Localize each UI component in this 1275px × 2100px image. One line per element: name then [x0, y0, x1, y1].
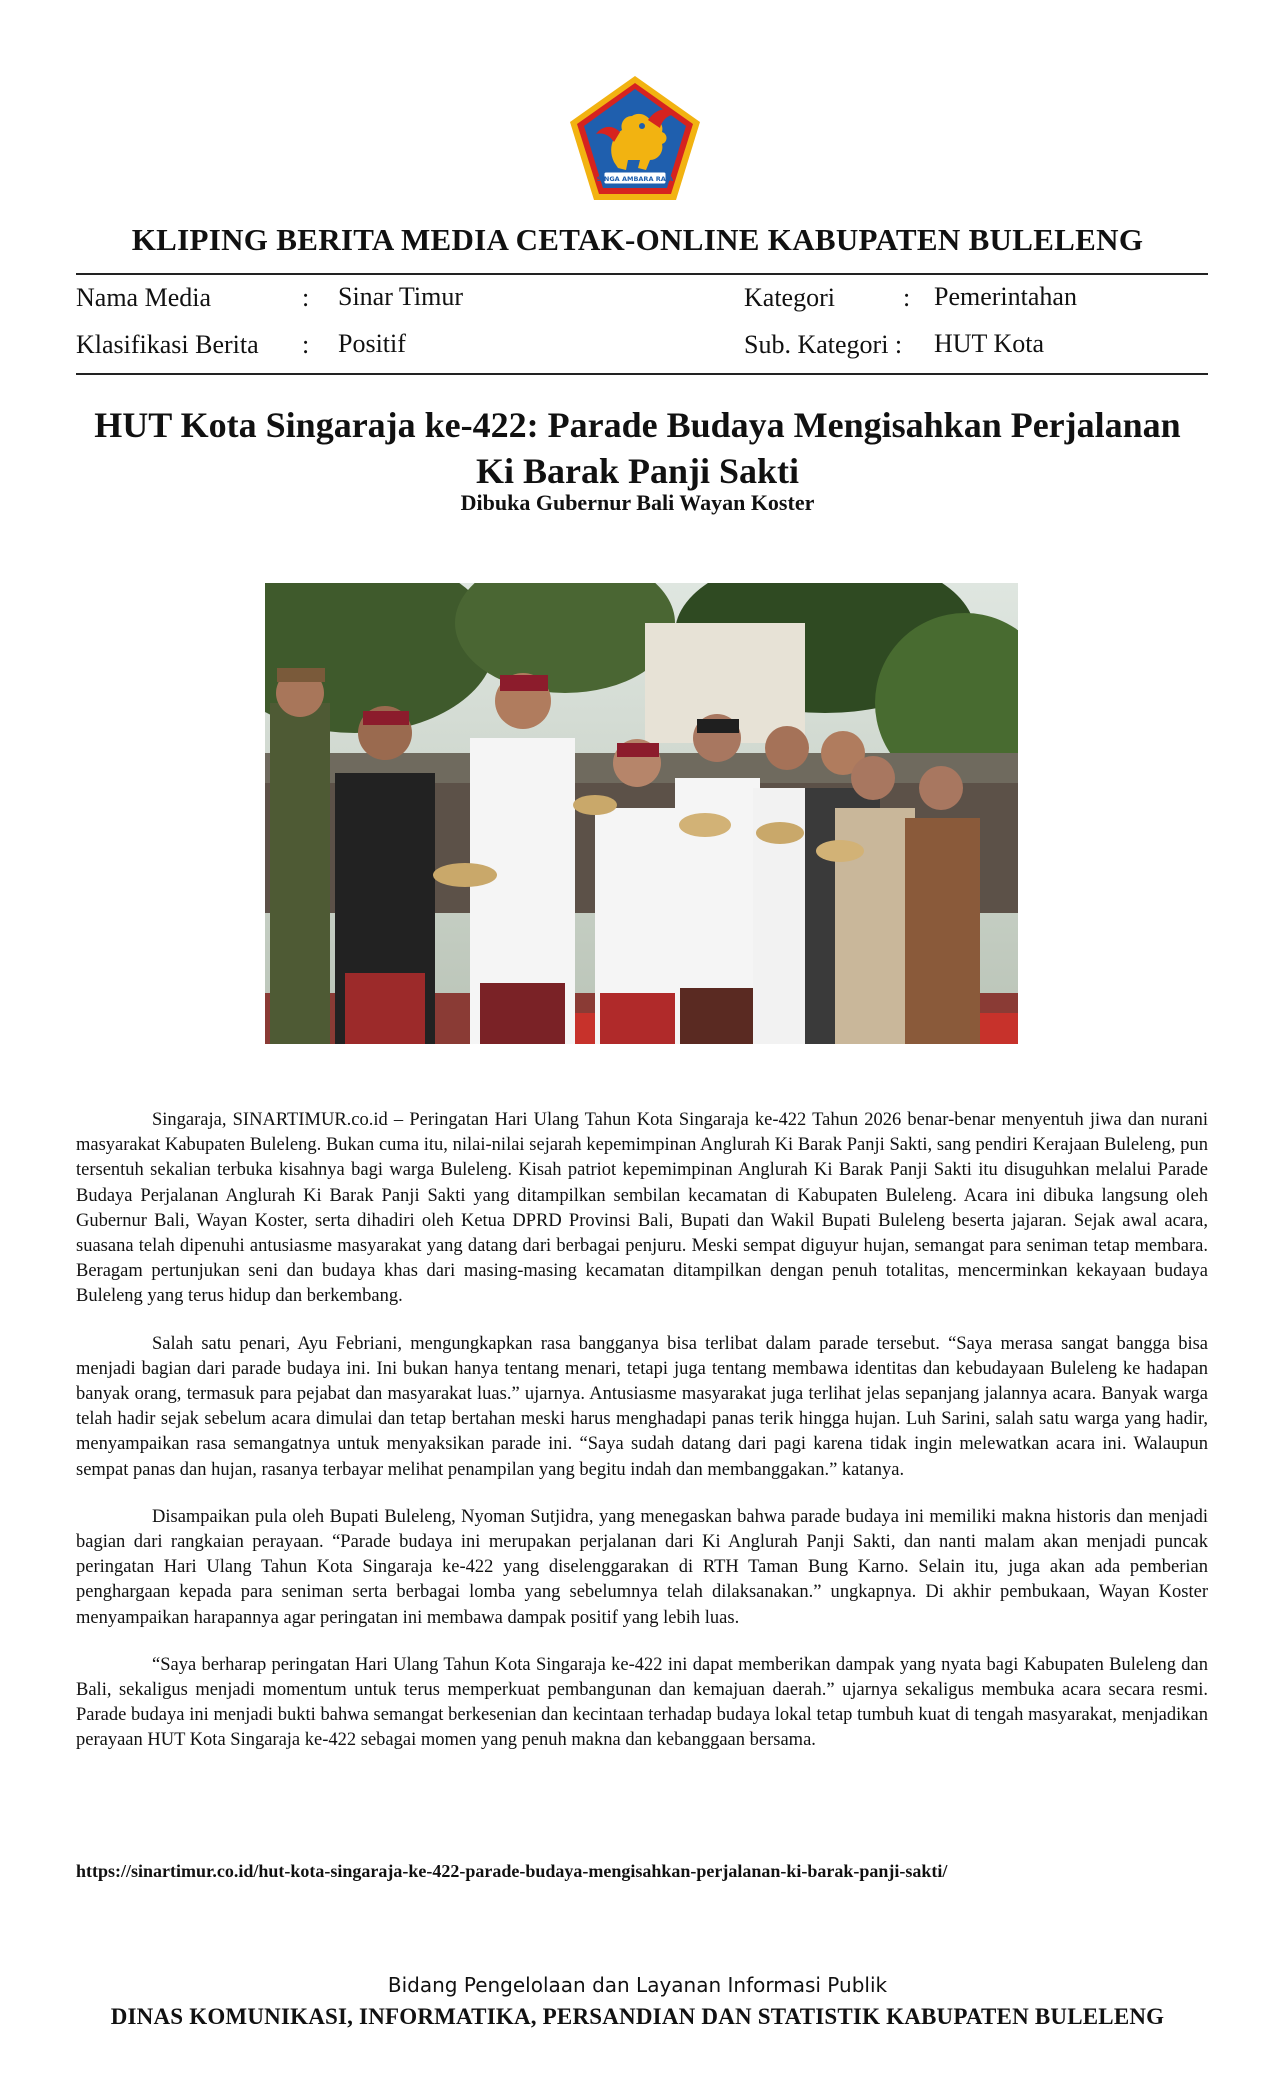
article-paragraph-4: “Saya berharap peringatan Hari Ulang Tahun Kota Singaraja ke-422 ini dapat memberikan dampak yang nyata bagi Kabupaten Buleleng dan Bali, sekaligus menjadi momentum untuk terus memperkuat pembangunan dan kemajuan daerah.” ujarnya sekaligus membuka acara secara resmi. Parade budaya ini menjadi bukti bahwa semangat berkesenian dan kecintaan terhadap budaya lokal tetap tumbuh kuat di tengah masyarakat, menjadikan perayaan HUT Kota Singaraja ke-422 sebagai momen yang penuh makna dan kebanggaan bersama.: [76, 1654, 1208, 1751]
article-body: [76, 1108, 1208, 1776]
klasifikasi-colon: :: [302, 330, 310, 359]
sub-kategori-label: Sub. Kategori :: [744, 330, 903, 359]
article-paragraph-3: Disampaikan pula oleh Bupati Buleleng, Nyoman Sutjidra, yang menegaskan bahwa parade budaya ini memiliki makna historis dan menjadi bagian dari rangkaian perayaan. “Parade budaya ini merupakan perjalanan dari Ki Anglurah Panji Sakti, dan nanti malam akan menjadi puncak peringatan Hari Ulang Tahun Kota Singaraja ke-422 yang diselenggarakan di RTH Taman Bung Karno. Selain itu, juga akan ada pemberian penghargaan kepada para seniman serta berbagai lomba yang sebelumnya telah dilaksanakan.” ungkapnya. Di akhir pembukaan, Wayan Koster menyampaikan harapannya agar peringatan ini membawa dampak positif yang lebih luas.: [76, 1506, 1208, 1628]
nama-media-value: Sinar Timur: [338, 282, 463, 311]
logo-motto: SINGA AMBARA RAJA: [596, 175, 674, 183]
klasifikasi-value: Positif: [338, 329, 406, 358]
article-paragraph-1: Singaraja, SINARTIMUR.co.id – Peringatan Hari Ulang Tahun Kota Singaraja ke-422 Tahun 2026 benar-benar menyentuh jiwa dan nurani masyarakat Kabupaten Buleleng. Bukan cuma itu, nilai-nilai sejarah kepemimpinan Anglurah Ki Barak Panji Sakti, sang pendiri Kerajaan Buleleng, pun tersentuh sekalian terbuka kisahnya bagi warga Buleleng. Kisah patriot kepemimpinan Anglurah Ki Barak Panji Sakti itu disuguhkan melalui Parade Budaya Perjalanan Anglurah Ki Barak Panji Sakti yang ditampilkan sembilan kecamatan di Kabupaten Buleleng. Acara ini dibuka langsung oleh Gubernur Bali, Wayan Koster, serta dihadiri oleh Ketua DPRD Provinsi Bali, Bupati dan Wakil Bupati Buleleng beserta jajaran. Sejak awal acara, suasana telah dipenuhi antusiasme masyarakat yang datang dari berbagai penjuru. Meski sempat diguyur hujan, semangat para seniman tetap membara. Beragam pertunjukan seni dan budaya khas dari masing-masing kecamatan ditampilkan dengan penuh totalitas, mencerminkan kekayaan budaya Buleleng yang terus hidup dan berkembang.: [76, 1110, 1208, 1307]
event-photo-icon: [265, 583, 1018, 1044]
kategori-colon: :: [903, 283, 911, 312]
article-subheadline: Dibuka Gubernur Bali Wayan Koster: [460, 490, 815, 515]
kategori-label: Kategori: [744, 283, 835, 312]
nama-media-colon: :: [302, 283, 310, 312]
klasifikasi-label: Klasifikasi Berita: [76, 330, 259, 359]
page-title: KLIPING BERITA MEDIA CETAK-ONLINE KABUPATEN BULELENG: [131, 222, 1144, 257]
article-paragraph-2: Salah satu penari, Ayu Febriani, mengungkapkan rasa bangganya bisa terlibat dalam parade tersebut. “Saya merasa sangat bangga bisa menjadi bagian dari parade budaya ini. Ini bukan hanya tentang menari, tetapi juga tentang membawa identitas dan kebudayaan Buleleng ke hadapan banyak orang, termasuk para pejabat dan masyarakat luas.” ujarnya. Antusiasme masyarakat juga terlihat jelas sepanjang jalannya acara. Banyak warga telah hadir sejak sebelum acara dimulai dan tetap bertahan meski harus menghadapi panas terik hingga hujan. Luh Sarini, salah satu warga yang hadir, menyampaikan rasa semangatnya untuk menyaksikan parade ini. “Saya sudah datang dari pagi karena tidak ingin melewatkan acara ini. Walaupun sempat panas dan hujan, rasanya terbayar melihat penampilan yang begitu indah dan membanggakan.” katanya.: [76, 1333, 1208, 1480]
source-url: https://sinartimur.co.id/hut-kota-singaraja-ke-422-parade-budaya-mengisahkan-perjalanan-ki-barak-panji-sakti/: [76, 1861, 948, 1881]
footer-agency: DINAS KOMUNIKASI, INFORMATIKA, PERSANDIAN DAN STATISTIK KABUPATEN BULELENG: [110, 2004, 1165, 2029]
buleleng-coat-of-arms-icon: [568, 74, 702, 202]
footer-division: Bidang Pengelolaan dan Layanan Informasi Publik: [387, 1973, 888, 1997]
article-headline: HUT Kota Singaraja ke-422: Parade Budaya Mengisahkan Perjalanan Ki Barak Panji Sakti: [94, 405, 1181, 491]
kategori-value: Pemerintahan: [934, 282, 1077, 311]
sub-kategori-value: HUT Kota: [934, 329, 1045, 358]
top-divider: [76, 273, 1208, 275]
bottom-divider: [76, 373, 1208, 375]
nama-media-label: Nama Media: [76, 283, 212, 312]
